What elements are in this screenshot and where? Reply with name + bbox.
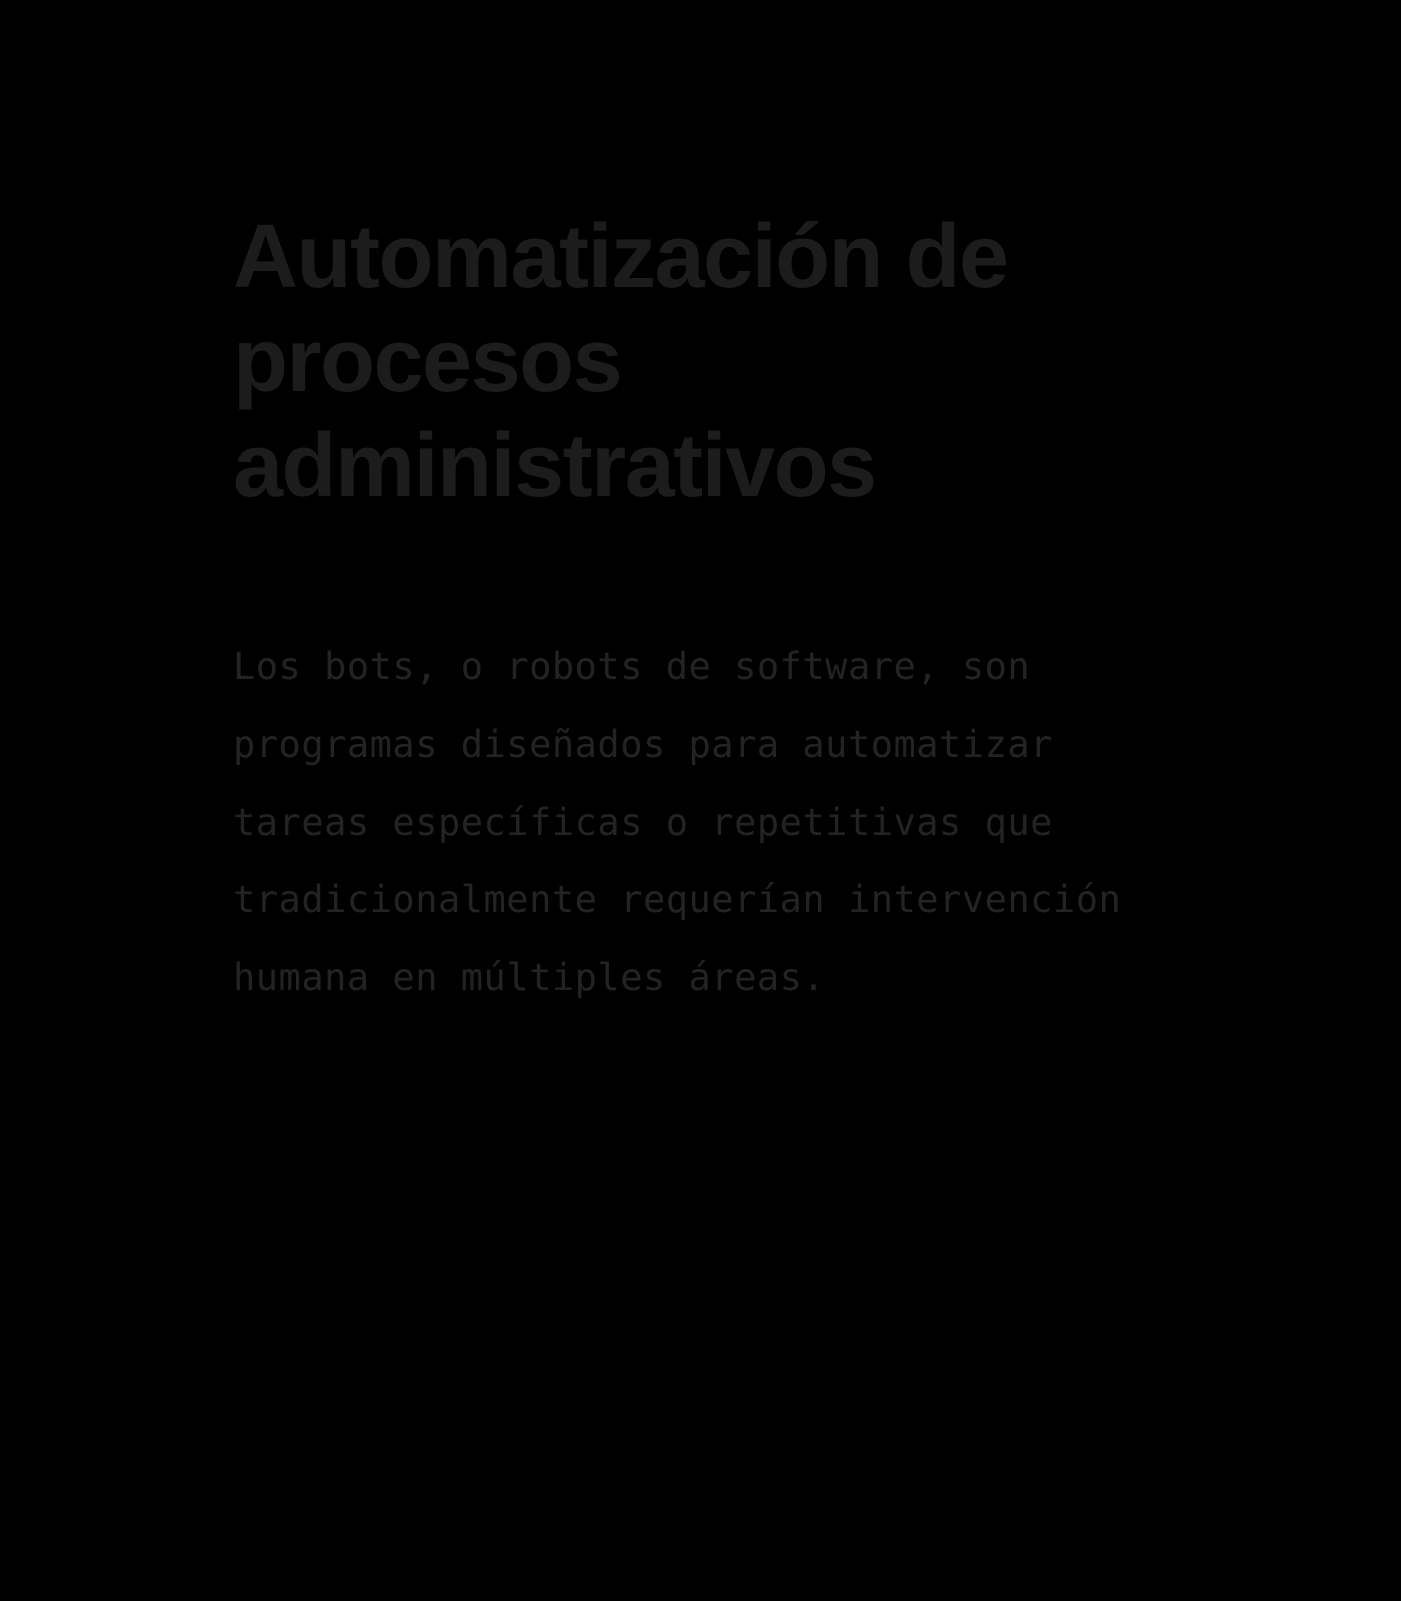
slide-content bbox=[233, 205, 1163, 1017]
body-paragraph: Los bots, o robots de software, son programas diseñados para automatizar tareas específicas o repetitivas que tradicionalmente requerían intervención humana en múltiples áreas. bbox=[233, 645, 1122, 999]
page-title: Automatización de procesos administrativos bbox=[233, 207, 1008, 516]
